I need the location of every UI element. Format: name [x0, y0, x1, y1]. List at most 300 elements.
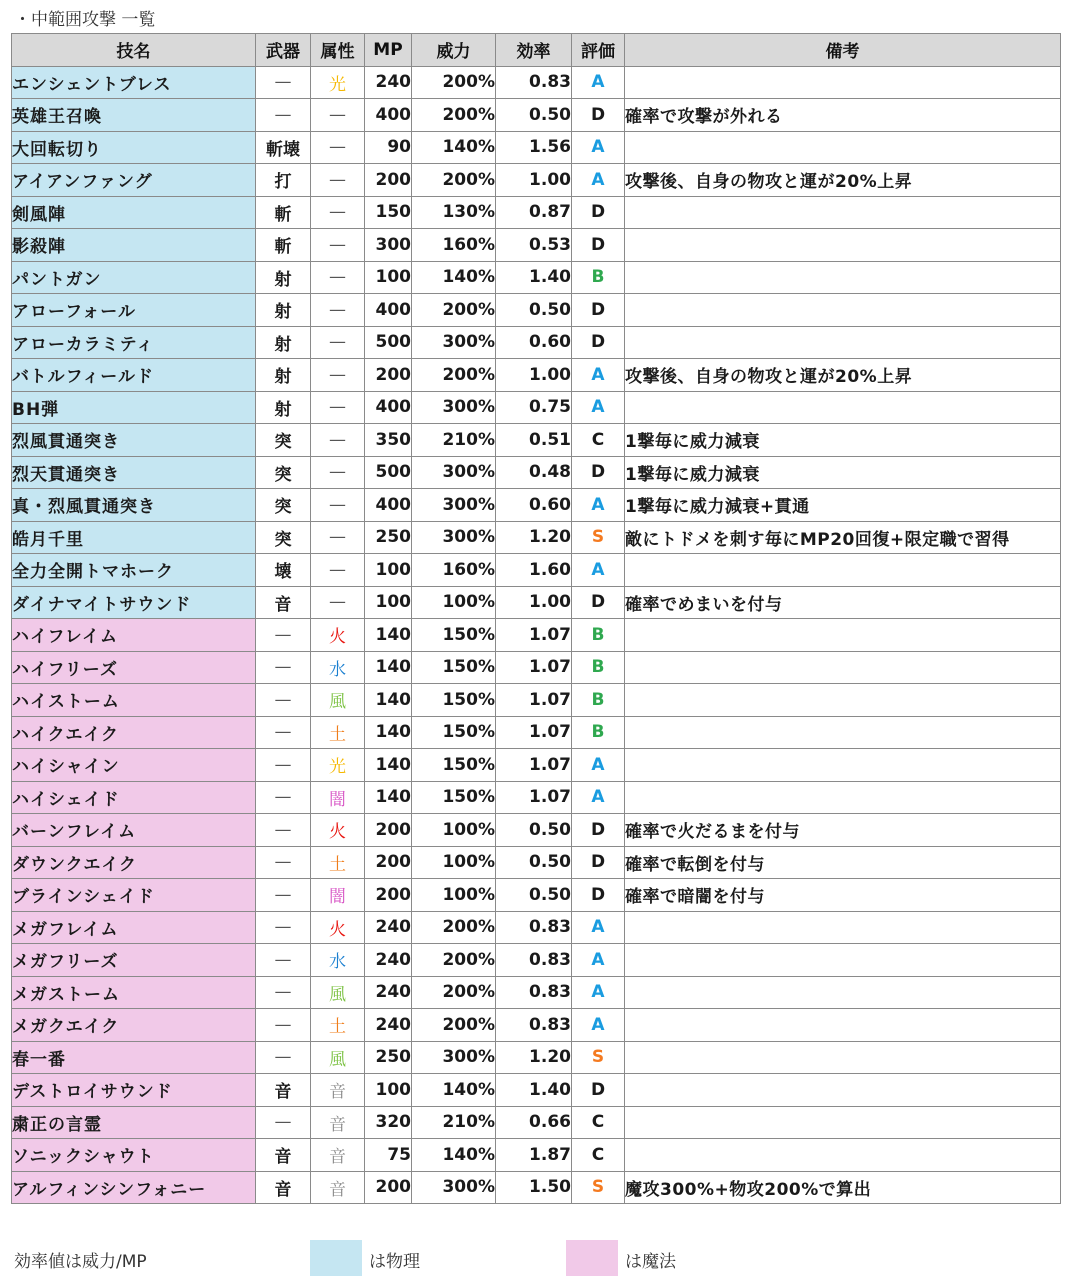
power-cell: 130%: [412, 196, 496, 229]
grade-cell: A: [572, 489, 625, 522]
attribute-cell: 闇: [311, 781, 365, 814]
note-cell: [625, 1009, 1061, 1042]
efficiency-cell: 0.75: [496, 391, 572, 424]
header-name: 技名: [12, 34, 256, 67]
grade-cell: A: [572, 976, 625, 1009]
table-row: [12, 131, 1061, 164]
grade-cell: D: [572, 1074, 625, 1107]
note-cell: 1撃毎に威力減衰: [625, 424, 1061, 457]
note-cell: [625, 1041, 1061, 1074]
power-cell: 140%: [412, 261, 496, 294]
table-row: [12, 489, 1061, 522]
skill-name: 大回転切り: [12, 131, 256, 164]
skill-name: アルフィンシンフォニー: [12, 1171, 256, 1204]
skill-name: ソニックシャウト: [12, 1139, 256, 1172]
attribute-cell: —: [311, 326, 365, 359]
efficiency-cell: 0.60: [496, 326, 572, 359]
note-cell: 確率で攻撃が外れる: [625, 99, 1061, 132]
note-cell: 1撃毎に威力減衰: [625, 456, 1061, 489]
grade-cell: D: [572, 229, 625, 262]
mp-cell: 400: [365, 99, 412, 132]
header-power: 威力: [412, 34, 496, 67]
weapon-cell: 音: [256, 1074, 311, 1107]
attribute-cell: 音: [311, 1074, 365, 1107]
note-cell: [625, 976, 1061, 1009]
skill-name: 烈風貫通突き: [12, 424, 256, 457]
skill-name: BH弾: [12, 391, 256, 424]
skill-name: ハイストーム: [12, 684, 256, 717]
skill-name: 粛正の言霊: [12, 1106, 256, 1139]
attribute-cell: —: [311, 229, 365, 262]
efficiency-cell: 1.07: [496, 684, 572, 717]
weapon-cell: —: [256, 66, 311, 99]
weapon-cell: 射: [256, 359, 311, 392]
attribute-cell: 火: [311, 619, 365, 652]
footer: [14, 1240, 1060, 1278]
mp-cell: 240: [365, 66, 412, 99]
attribute-cell: —: [311, 99, 365, 132]
efficiency-cell: 1.20: [496, 521, 572, 554]
mp-cell: 200: [365, 164, 412, 197]
legend-magic-swatch: [566, 1240, 618, 1276]
attribute-cell: —: [311, 294, 365, 327]
mp-cell: 300: [365, 229, 412, 262]
efficiency-cell: 0.50: [496, 814, 572, 847]
table-row: [12, 229, 1061, 262]
mp-cell: 200: [365, 846, 412, 879]
skill-name: アローフォール: [12, 294, 256, 327]
attribute-cell: 水: [311, 651, 365, 684]
attribute-cell: —: [311, 196, 365, 229]
table-row: [12, 749, 1061, 782]
skill-name: エンシェントブレス: [12, 66, 256, 99]
mp-cell: 90: [365, 131, 412, 164]
table-row: [12, 391, 1061, 424]
power-cell: 200%: [412, 294, 496, 327]
table-row: [12, 684, 1061, 717]
mp-cell: 400: [365, 294, 412, 327]
attribute-cell: 土: [311, 716, 365, 749]
mp-cell: 240: [365, 911, 412, 944]
weapon-cell: 突: [256, 456, 311, 489]
efficiency-cell: 0.48: [496, 456, 572, 489]
header-efficiency: 効率: [496, 34, 572, 67]
skill-name: 烈天貫通突き: [12, 456, 256, 489]
power-cell: 210%: [412, 424, 496, 457]
weapon-cell: 突: [256, 489, 311, 522]
efficiency-cell: 0.83: [496, 976, 572, 1009]
grade-cell: D: [572, 814, 625, 847]
skill-name: ダウンクエイク: [12, 846, 256, 879]
page-title: ・中範囲攻撃 一覧: [14, 10, 156, 30]
efficiency-cell: 1.40: [496, 1074, 572, 1107]
power-cell: 300%: [412, 326, 496, 359]
power-cell: 300%: [412, 456, 496, 489]
attribute-cell: 風: [311, 976, 365, 1009]
power-cell: 200%: [412, 164, 496, 197]
mp-cell: 200: [365, 814, 412, 847]
skill-name: 全力全開トマホーク: [12, 554, 256, 587]
attribute-cell: —: [311, 261, 365, 294]
efficiency-cell: 0.83: [496, 66, 572, 99]
efficiency-cell: 0.83: [496, 1009, 572, 1042]
skill-table: [11, 33, 1061, 1204]
power-cell: 150%: [412, 619, 496, 652]
table-row: [12, 66, 1061, 99]
power-cell: 140%: [412, 1074, 496, 1107]
note-cell: [625, 619, 1061, 652]
weapon-cell: —: [256, 911, 311, 944]
power-cell: 150%: [412, 651, 496, 684]
note-cell: [625, 326, 1061, 359]
skill-name: バトルフィールド: [12, 359, 256, 392]
mp-cell: 100: [365, 1074, 412, 1107]
weapon-cell: 音: [256, 586, 311, 619]
mp-cell: 100: [365, 586, 412, 619]
grade-cell: B: [572, 716, 625, 749]
weapon-cell: —: [256, 846, 311, 879]
skill-name: ダイナマイトサウンド: [12, 586, 256, 619]
table-row: [12, 651, 1061, 684]
attribute-cell: 闇: [311, 879, 365, 912]
skill-name: 剣風陣: [12, 196, 256, 229]
attribute-cell: 火: [311, 814, 365, 847]
skill-name: メガフレイム: [12, 911, 256, 944]
grade-cell: A: [572, 66, 625, 99]
power-cell: 300%: [412, 391, 496, 424]
power-cell: 150%: [412, 749, 496, 782]
attribute-cell: 火: [311, 911, 365, 944]
table-row: [12, 261, 1061, 294]
note-cell: 確率で火だるまを付与: [625, 814, 1061, 847]
note-cell: 攻撃後、自身の物攻と運が20%上昇: [625, 164, 1061, 197]
weapon-cell: 射: [256, 294, 311, 327]
efficiency-cell: 1.07: [496, 651, 572, 684]
mp-cell: 240: [365, 1009, 412, 1042]
grade-cell: D: [572, 294, 625, 327]
weapon-cell: 突: [256, 424, 311, 457]
efficiency-cell: 1.00: [496, 359, 572, 392]
table-row: [12, 196, 1061, 229]
note-cell: [625, 294, 1061, 327]
power-cell: 100%: [412, 814, 496, 847]
table-row: [12, 326, 1061, 359]
weapon-cell: —: [256, 944, 311, 977]
power-cell: 300%: [412, 521, 496, 554]
table-row: [12, 1041, 1061, 1074]
efficiency-cell: 0.83: [496, 944, 572, 977]
skill-name: ハイシェイド: [12, 781, 256, 814]
efficiency-cell: 0.87: [496, 196, 572, 229]
note-cell: [625, 684, 1061, 717]
weapon-cell: —: [256, 879, 311, 912]
power-cell: 300%: [412, 1171, 496, 1204]
note-cell: [625, 911, 1061, 944]
efficiency-cell: 0.66: [496, 1106, 572, 1139]
mp-cell: 75: [365, 1139, 412, 1172]
note-cell: [625, 66, 1061, 99]
skill-name: メガストーム: [12, 976, 256, 1009]
mp-cell: 400: [365, 391, 412, 424]
attribute-cell: 音: [311, 1106, 365, 1139]
table-row: [12, 911, 1061, 944]
weapon-cell: —: [256, 976, 311, 1009]
power-cell: 150%: [412, 781, 496, 814]
grade-cell: B: [572, 651, 625, 684]
grade-cell: D: [572, 196, 625, 229]
table-row: [12, 846, 1061, 879]
table-header-row: [12, 34, 1061, 67]
attribute-cell: —: [311, 521, 365, 554]
weapon-cell: 射: [256, 326, 311, 359]
note-cell: [625, 1074, 1061, 1107]
efficiency-cell: 1.40: [496, 261, 572, 294]
mp-cell: 320: [365, 1106, 412, 1139]
mp-cell: 200: [365, 1171, 412, 1204]
grade-cell: A: [572, 781, 625, 814]
attribute-cell: —: [311, 586, 365, 619]
table-row: [12, 164, 1061, 197]
power-cell: 150%: [412, 716, 496, 749]
efficiency-cell: 0.83: [496, 911, 572, 944]
grade-cell: C: [572, 1106, 625, 1139]
grade-cell: D: [572, 879, 625, 912]
mp-cell: 500: [365, 456, 412, 489]
skill-name: ハイフレイム: [12, 619, 256, 652]
efficiency-cell: 0.60: [496, 489, 572, 522]
note-cell: [625, 554, 1061, 587]
header-mp: MP: [365, 34, 412, 67]
note-cell: 魔攻300%+物攻200%で算出: [625, 1171, 1061, 1204]
skill-name: パントガン: [12, 261, 256, 294]
power-cell: 160%: [412, 554, 496, 587]
legend-physical-swatch: [310, 1240, 362, 1276]
grade-cell: B: [572, 619, 625, 652]
mp-cell: 140: [365, 619, 412, 652]
mp-cell: 140: [365, 651, 412, 684]
mp-cell: 500: [365, 326, 412, 359]
skill-name: バーンフレイム: [12, 814, 256, 847]
attribute-cell: 風: [311, 1041, 365, 1074]
attribute-cell: 土: [311, 1009, 365, 1042]
weapon-cell: 突: [256, 521, 311, 554]
note-cell: [625, 131, 1061, 164]
power-cell: 200%: [412, 66, 496, 99]
note-cell: [625, 749, 1061, 782]
skill-name: 英雄王召喚: [12, 99, 256, 132]
table-row: [12, 781, 1061, 814]
power-cell: 100%: [412, 879, 496, 912]
efficiency-cell: 1.00: [496, 586, 572, 619]
table-row: [12, 814, 1061, 847]
weapon-cell: 音: [256, 1171, 311, 1204]
note-cell: [625, 261, 1061, 294]
power-cell: 100%: [412, 586, 496, 619]
mp-cell: 250: [365, 1041, 412, 1074]
power-cell: 300%: [412, 1041, 496, 1074]
grade-cell: S: [572, 1171, 625, 1204]
weapon-cell: —: [256, 99, 311, 132]
efficiency-cell: 0.50: [496, 294, 572, 327]
grade-cell: B: [572, 684, 625, 717]
power-cell: 200%: [412, 911, 496, 944]
skill-name: 春一番: [12, 1041, 256, 1074]
power-cell: 200%: [412, 976, 496, 1009]
mp-cell: 350: [365, 424, 412, 457]
efficiency-cell: 0.50: [496, 846, 572, 879]
attribute-cell: —: [311, 391, 365, 424]
note-cell: [625, 196, 1061, 229]
table-row: [12, 359, 1061, 392]
attribute-cell: —: [311, 489, 365, 522]
grade-cell: D: [572, 456, 625, 489]
attribute-cell: —: [311, 456, 365, 489]
grade-cell: D: [572, 846, 625, 879]
skill-name: ハイフリーズ: [12, 651, 256, 684]
efficiency-cell: 0.51: [496, 424, 572, 457]
mp-cell: 150: [365, 196, 412, 229]
table-row: [12, 716, 1061, 749]
attribute-cell: 土: [311, 846, 365, 879]
weapon-cell: 斬壊: [256, 131, 311, 164]
efficiency-cell: 1.07: [496, 716, 572, 749]
mp-cell: 140: [365, 684, 412, 717]
note-cell: [625, 781, 1061, 814]
weapon-cell: —: [256, 781, 311, 814]
table-row: [12, 1171, 1061, 1204]
attribute-cell: —: [311, 131, 365, 164]
efficiency-cell: 1.07: [496, 781, 572, 814]
skill-name: ハイシャイン: [12, 749, 256, 782]
weapon-cell: —: [256, 619, 311, 652]
mp-cell: 200: [365, 359, 412, 392]
header-weapon: 武器: [256, 34, 311, 67]
grade-cell: S: [572, 521, 625, 554]
mp-cell: 140: [365, 749, 412, 782]
grade-cell: A: [572, 131, 625, 164]
attribute-cell: —: [311, 359, 365, 392]
table-row: [12, 521, 1061, 554]
power-cell: 200%: [412, 944, 496, 977]
power-cell: 200%: [412, 1009, 496, 1042]
table-row: [12, 424, 1061, 457]
grade-cell: C: [572, 424, 625, 457]
power-cell: 150%: [412, 684, 496, 717]
power-cell: 100%: [412, 846, 496, 879]
header-note: 備考: [625, 34, 1061, 67]
weapon-cell: —: [256, 716, 311, 749]
table-row: [12, 976, 1061, 1009]
table-row: [12, 1106, 1061, 1139]
grade-cell: A: [572, 554, 625, 587]
mp-cell: 100: [365, 554, 412, 587]
note-cell: 敵にトドメを刺す毎にMP20回復+限定職で習得: [625, 521, 1061, 554]
table-row: [12, 554, 1061, 587]
grade-cell: A: [572, 391, 625, 424]
weapon-cell: —: [256, 684, 311, 717]
mp-cell: 240: [365, 944, 412, 977]
grade-cell: D: [572, 99, 625, 132]
efficiency-cell: 1.50: [496, 1171, 572, 1204]
grade-cell: A: [572, 944, 625, 977]
skill-name: 皓月千里: [12, 521, 256, 554]
efficiency-note: 効率値は威力/MP: [14, 1252, 147, 1272]
table-row: [12, 294, 1061, 327]
grade-cell: A: [572, 749, 625, 782]
power-cell: 140%: [412, 1139, 496, 1172]
table-row: [12, 586, 1061, 619]
attribute-cell: —: [311, 424, 365, 457]
table-row: [12, 619, 1061, 652]
power-cell: 140%: [412, 131, 496, 164]
grade-cell: D: [572, 586, 625, 619]
weapon-cell: 斬: [256, 229, 311, 262]
attribute-cell: 風: [311, 684, 365, 717]
grade-cell: S: [572, 1041, 625, 1074]
skill-name: ハイクエイク: [12, 716, 256, 749]
mp-cell: 140: [365, 716, 412, 749]
skill-name: ブラインシェイド: [12, 879, 256, 912]
table-row: [12, 1074, 1061, 1107]
note-cell: 確率で暗闇を付与: [625, 879, 1061, 912]
note-cell: [625, 391, 1061, 424]
weapon-cell: —: [256, 1009, 311, 1042]
weapon-cell: 音: [256, 1139, 311, 1172]
skill-name: デストロイサウンド: [12, 1074, 256, 1107]
skill-name: アローカラミティ: [12, 326, 256, 359]
note-cell: [625, 1139, 1061, 1172]
attribute-cell: 音: [311, 1139, 365, 1172]
grade-cell: A: [572, 911, 625, 944]
mp-cell: 400: [365, 489, 412, 522]
weapon-cell: —: [256, 749, 311, 782]
efficiency-cell: 1.87: [496, 1139, 572, 1172]
weapon-cell: —: [256, 1106, 311, 1139]
grade-cell: A: [572, 359, 625, 392]
efficiency-cell: 0.50: [496, 99, 572, 132]
skill-name: メガフリーズ: [12, 944, 256, 977]
skill-name: メガクエイク: [12, 1009, 256, 1042]
grade-cell: B: [572, 261, 625, 294]
power-cell: 300%: [412, 489, 496, 522]
power-cell: 200%: [412, 99, 496, 132]
note-cell: [625, 944, 1061, 977]
efficiency-cell: 0.53: [496, 229, 572, 262]
note-cell: 確率でめまいを付与: [625, 586, 1061, 619]
table-row: [12, 456, 1061, 489]
weapon-cell: —: [256, 1041, 311, 1074]
skill-name: 影殺陣: [12, 229, 256, 262]
note-cell: [625, 651, 1061, 684]
weapon-cell: 壊: [256, 554, 311, 587]
grade-cell: A: [572, 1009, 625, 1042]
attribute-cell: —: [311, 554, 365, 587]
mp-cell: 140: [365, 781, 412, 814]
weapon-cell: 射: [256, 391, 311, 424]
table-row: [12, 1139, 1061, 1172]
legend-magic-label: は魔法: [625, 1252, 676, 1272]
efficiency-cell: 0.50: [496, 879, 572, 912]
note-cell: [625, 716, 1061, 749]
note-cell: 確率で転倒を付与: [625, 846, 1061, 879]
efficiency-cell: 1.20: [496, 1041, 572, 1074]
efficiency-cell: 1.07: [496, 749, 572, 782]
grade-cell: A: [572, 164, 625, 197]
efficiency-cell: 1.60: [496, 554, 572, 587]
attribute-cell: 音: [311, 1171, 365, 1204]
table-row: [12, 1009, 1061, 1042]
weapon-cell: —: [256, 651, 311, 684]
